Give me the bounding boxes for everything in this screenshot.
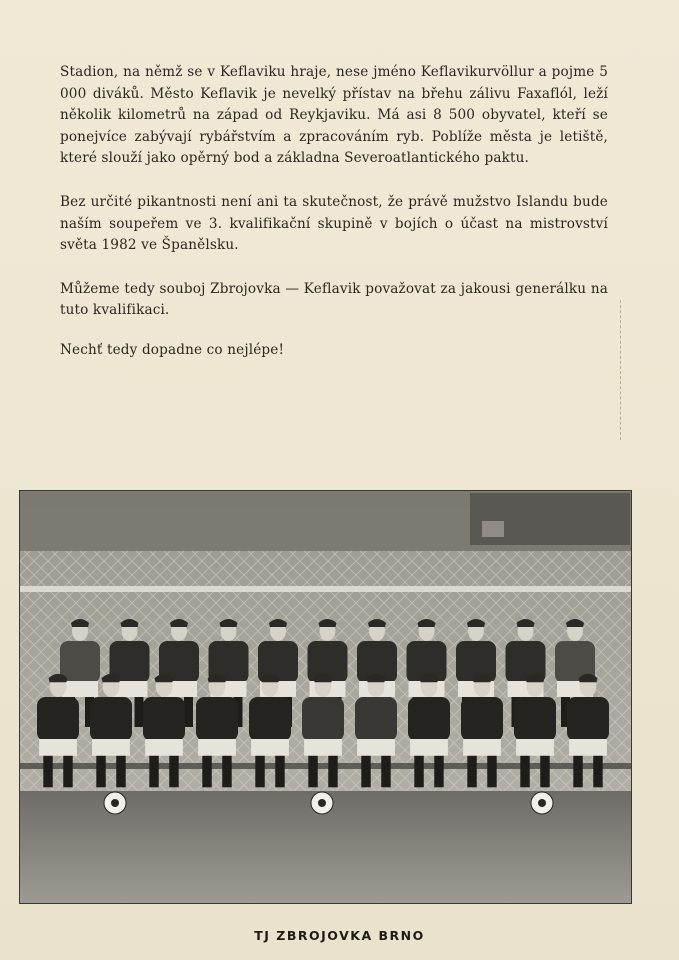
paragraph-4: Nechť tedy dopadne co nejlépe! [60, 341, 285, 358]
paragraph-2: Bez určité pikantnosti není ani ta skutečnost, že právě mužstvo Islandu bude naším soupeřem ve 3. kvalifikační skupině v bojích o účast na mistrovství světa 1982 ve Španělsku. [60, 193, 608, 254]
team-photo-illustration [20, 491, 631, 903]
team-photo [19, 490, 632, 904]
football [531, 792, 553, 814]
scoreboard [470, 493, 630, 545]
bench [20, 763, 631, 769]
paragraph-3: Můžeme tedy souboj Zbrojovka — Keflavik považovat za jakousi generálku na tuto kvalifikaci. [60, 280, 608, 319]
article-text [60, 62, 608, 384]
football [311, 792, 333, 814]
paragraph-1: Stadion, na němž se v Keflaviku hraje, nese jméno Keflavikurvöllur a pojme 5 000 diváků. Město Keflavik je nevelký přístav na břehu zálivu Faxaflól, leží několik kilometrů na západ od Reykjaviku. Má asi 8 500 obyvatel, kteří se ponejvíce zabývají rybářstvím a zpracováním ryb. Poblíže města je letiště, které slouží jako opěrný bod a základna Severoatlantického paktu. [60, 64, 608, 167]
football [104, 792, 126, 814]
page-edge-mark [620, 300, 623, 440]
photo-caption: TJ ZBROJOVKA BRNO [254, 928, 425, 943]
goal-crossbar [20, 586, 631, 592]
